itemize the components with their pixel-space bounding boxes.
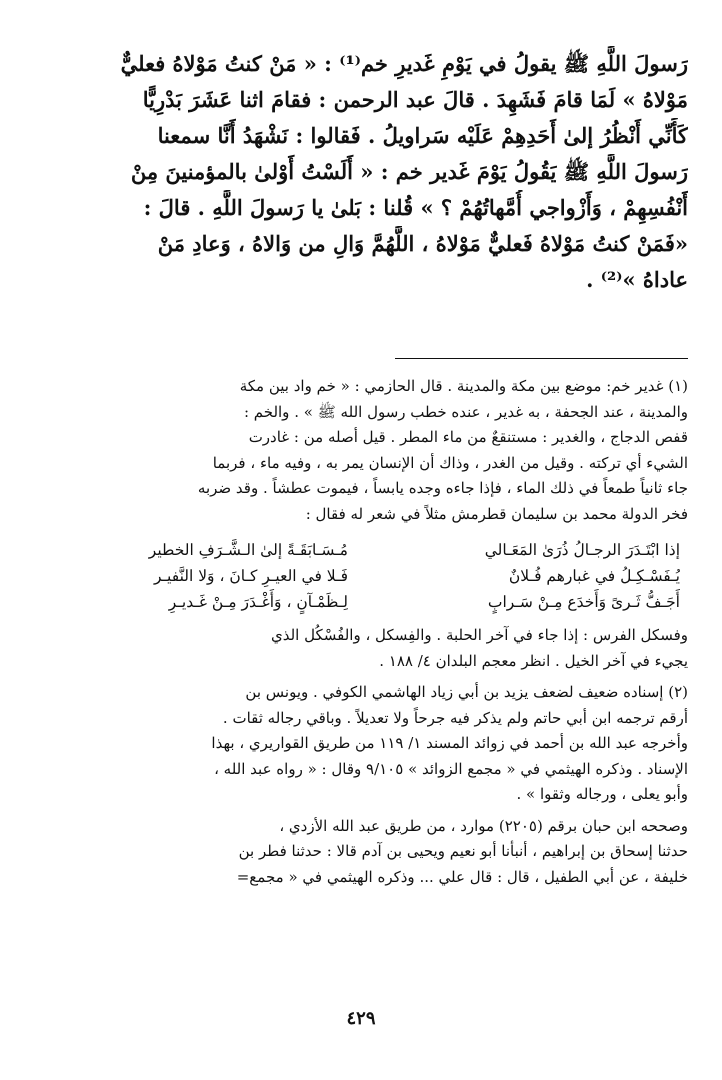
footnote-line: وصححه ابن حبان برقم (٢٢٠٥) موارد ، من طريق عبد الله الأزدي ، — [279, 816, 688, 835]
footnote-line: فخر الدولة محمد بن سليمان قطرمش مثلاً في شعر له فقال : — [305, 504, 688, 523]
poem — [30, 537, 688, 615]
footnote-line: (٢) إسناده ضعيف لضعف يزيد بن أبي زياد الهاشمي الكوفي . ويونس بن — [245, 683, 688, 701]
footnote-line: (١) غدير خم: موضع بين مكة والمدينة . قال الحازمي : « خم واد بين مكة — [239, 377, 688, 395]
footnotes — [30, 374, 688, 890]
page-number: ٤٢٩ — [346, 1008, 376, 1029]
main-line: عاداهُ »⁽²⁾ . — [586, 267, 688, 292]
footnote-line: أرقم ترجمه ابن أبي حاتم ولم يذكر فيه جرحاً ولا تعديلاً . وباقي رجاله ثقات . — [222, 708, 688, 727]
footnote-line: حدثنا إسحاق بن إبراهيم ، أنبأنا أبو نعيم ويحيى بن آدم قالا : حدثنا فطر بن — [238, 842, 688, 860]
poem-hemistich: يُـفَسْـكِـلُ في غبارهم فُـلانٌ — [508, 567, 680, 585]
poem-hemistich: مُـسَـابَقَـةً إلىٰ الـشَّـرَفِ الخطير — [148, 541, 348, 559]
main-line: رَسولَ اللَّهِ ﷺ يقولُ في يَوْمِ غَديرِ خم⁽¹⁾ : « مَنْ كنتُ مَوْلاهُ فعليٌّ — [120, 51, 688, 76]
poem-hemistich: لِـظَمْـآنٍ ، وَأَغْـدَرَ مِـنْ غَـديـرِ — [168, 593, 348, 611]
main-line: مَوْلاهُ » لَمَا قامَ فَشَهِدَ . قالَ عبد الرحمن : فقامَ اثنا عَشَرَ بَدْرِيًّا — [142, 87, 688, 112]
poem-second-hemistichs — [30, 537, 348, 615]
footnote-line: خليفة ، عن أبي الطفيل ، قال : قال علي ... وذكره الهيثمي في « مجمع= — [236, 867, 688, 886]
main-line: رَسولَ اللَّهِ ﷺ يَقُولُ يَوْمَ غَدير خم : « أَلَسْتُ أَوْلىٰ بالمؤمنينَ مِنْ — [130, 159, 688, 184]
footnote-line: قفص الدجاج ، والغدير : مستنقعٌ من ماء المطر . قيل أصله من : غادرت — [248, 428, 688, 446]
footnote-line: الإسناد . وذكره الهيثمي في « مجمع الزوائد » ٩/١٠٥ وقال : « رواه عبد الله ، — [214, 759, 688, 778]
main-text — [36, 46, 688, 298]
footnote-line: وأبو يعلى ، ورجاله وثقوا » . — [516, 785, 688, 803]
main-line: كَأَنِّي أَنْظُرُ إلىٰ أَحَدِهِمْ عَلَيْه سَراويلُ . فَقالوا : نَشْهَدُ أَنَّا سمعنا — [157, 123, 688, 148]
footnote-line: وأخرجه عبد الله بن أحمد في زوائد المسند ١/ ١١٩ من طريق القواريري ، بهذا — [211, 734, 688, 752]
main-line: «فَمَنْ كنتُ مَوْلاهُ فَعليٌّ مَوْلاهُ ، اللَّهُمَّ وَالِ من وَالاهُ ، وَعادِ مَنْ — [157, 231, 688, 256]
footnote-line: وفسكل الفرس : إذا جاء في آخر الحلبة . والفِسكل ، والفُسْكُل الذي — [270, 626, 688, 644]
poem-hemistich: أَجَـفُّ ثَـرىً وَأَخدَع مِـنْ سَـرابٍ — [487, 593, 680, 611]
footnote-line: الشيء أي تركته . وقيل من الغدر ، وذاك أن الإنسان يمر به ، وفيه ماء ، فربما — [212, 453, 688, 472]
poem-hemistich: فَـلا في العيـرِ كـانَ ، وَلا النَّفيـر — [153, 567, 348, 585]
footnote-line: جاء ثانياً طمعاً في ذلك الماء ، فإذا جاءه وجده يابساً ، فيموت عطشاً . وقد ضربه — [197, 479, 688, 497]
footnote-separator — [395, 358, 688, 359]
footnote-line: والمدينة ، عند الجحفة ، به غدير ، عنده خطب رسول الله ﷺ » . والخم : — [243, 402, 688, 421]
poem-first-hemistichs — [380, 537, 680, 615]
poem-hemistich: إذا ابْتَـدَرَ الرجـالُ ذُرَىٰ المَعَـالي — [484, 541, 680, 559]
main-line: أَنْفُسِهِمْ ، وَأَزْواجي أُمَّهاتُهُمْ ؟ » قُلنا : بَلىٰ يا رَسولَ اللَّهِ . قالَ : — [143, 195, 688, 220]
footnote-line: يجيء في آخر الخيل . انظر معجم البلدان ٤/ ١٨٨ . — [379, 651, 688, 670]
